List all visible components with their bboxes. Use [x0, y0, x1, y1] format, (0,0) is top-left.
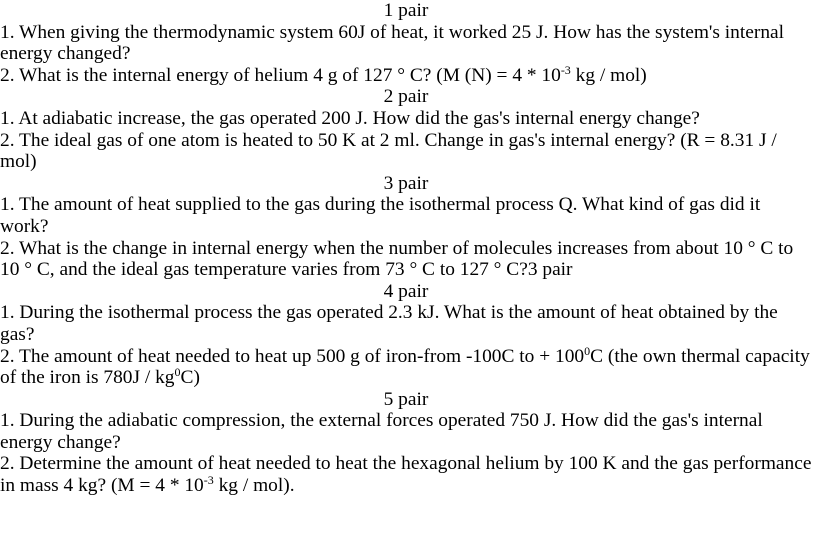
question-text: 1. The amount of heat supplied to the gas during the isothermal process Q. What kind of gas did it work?	[0, 194, 761, 237]
pair-heading: 2 pair	[383, 86, 429, 108]
question-2	[0, 130, 812, 173]
question-1	[0, 302, 812, 345]
question-text: kg / mol).	[213, 475, 295, 497]
question-text: 1. At adiabatic increase, the gas operated 200 J. How did the gas's internal energy change?	[0, 107, 700, 129]
question-text: 1. When giving the thermodynamic system 60J of heat, it worked 25 J. How has the system's internal energy changed?	[0, 21, 785, 65]
question-text: 2. What is the internal energy of helium 4 g of 127 ° C? (M (N) = 4 * 10	[0, 64, 561, 86]
question-1	[0, 108, 812, 130]
question-1	[0, 22, 812, 65]
question-1	[0, 194, 812, 237]
question-text: C)	[180, 367, 200, 389]
superscript: 0	[174, 365, 181, 380]
question-2	[0, 453, 812, 496]
pair-heading: 4 pair	[383, 280, 429, 302]
pair-heading: 1 pair	[383, 0, 429, 21]
pair-heading: 3 pair	[383, 172, 429, 194]
superscript: 0	[584, 343, 591, 358]
question-text: 1. During the adiabatic compression, the external forces operated 750 J. How did the gas's internal energy change?	[0, 410, 763, 453]
question-text: 1. During the isothermal process the gas operated 2.3 kJ. What is the amount of heat obtained by the gas?	[0, 302, 778, 345]
superscript: -3	[203, 473, 214, 488]
pair-heading: 5 pair	[383, 388, 429, 410]
question-2	[0, 238, 812, 281]
question-2	[0, 343, 812, 389]
question-text: 2. Determine the amount of heat needed to heat the hexagonal helium by 100 K and the gas performance in mass 4 kg? (M = 4 * 10	[0, 453, 812, 497]
question-text: 2. The ideal gas of one atom is heated to 50 K at 2 ml. Change in gas's internal energy? (R = 8.31 J / mol)	[0, 129, 777, 173]
question-text: 2. The amount of heat needed to heat up 500 g of iron-from -100C to + 100	[0, 345, 585, 367]
question-text: C (the own thermal capacity of the iron is 780J / kg	[0, 345, 810, 389]
question-2	[0, 62, 812, 87]
question-text: 2. What is the change in internal energy when the number of molecules increases from about 10 ° C to 10 ° C, and the ideal gas temperature varies from 73 ° C to 127 ° C?3 pair	[0, 237, 794, 281]
question-text: kg / mol)	[570, 64, 647, 86]
question-1	[0, 410, 812, 453]
superscript: -3	[560, 62, 571, 77]
